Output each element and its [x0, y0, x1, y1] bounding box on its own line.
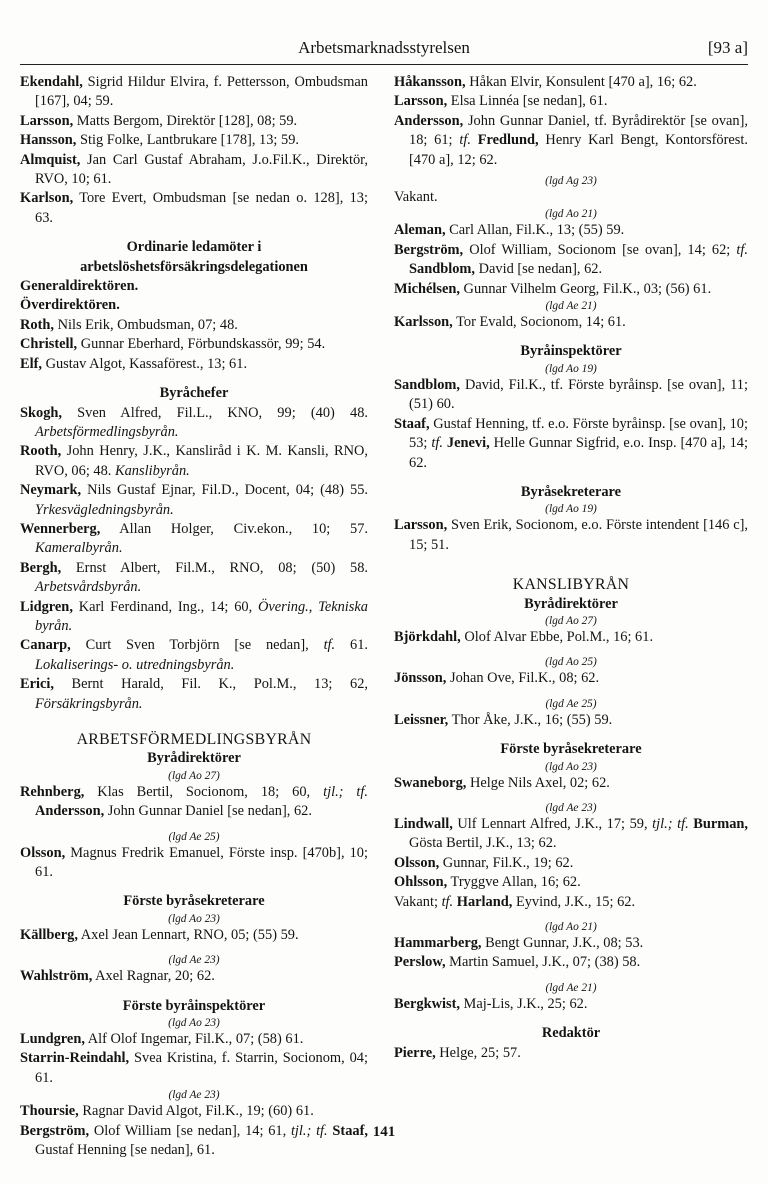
list-item: Thoursie, Ragnar David Algot, Fil.K., 19; (60) 61.: [20, 1103, 314, 1120]
lgd-label: (lgd Ao 19): [545, 362, 597, 375]
list-item: Bergström, Olof William [se nedan], 14; 61, tjl.; tf. Staaf, Gustaf Henning [se nedan], 61.: [20, 1122, 368, 1159]
page-number: 141: [372, 1124, 396, 1140]
header-title: Arbetsmarknadsstyrelsen: [298, 38, 470, 57]
afb-fbs: Förste byråsekreterare: [123, 893, 265, 910]
list-item: Skogh, Sven Alfred, Fil.L., KNO, 99; (40) 48. Arbetsförmedlingsbyrån.: [20, 404, 368, 440]
list-item: Karlsson, Tor Evald, Socionom, 14; 61.: [394, 314, 626, 331]
lgd-label: (lgd Ao 23): [168, 1017, 220, 1030]
list-item: Källberg, Axel Jean Lennart, RNO, 05; (55) 59.: [20, 926, 299, 943]
list-item: Bergh, Ernst Albert, Fil.M., RNO, 08; (50) 58. Arbetsvårdsbyrån.: [20, 559, 368, 596]
list-item: Rooth, John Henry, J.K., Kansliråd i K. M. Kansli, RNO, RVO, 06; 48. Kanslibyrån.: [20, 443, 368, 479]
list-item: Michélsen, Gunnar Vilhelm Georg, Fil.K., 03; (56) 61.: [394, 280, 712, 297]
list-item: Bergkwist, Maj-Lis, J.K., 25; 62.: [394, 995, 588, 1012]
byrasekr-heading: Byråsekreterare: [520, 483, 622, 500]
redaktor-heading: Redaktör: [541, 1025, 601, 1042]
od-heading: Överdirektören.: [20, 297, 120, 314]
afb-heading: ARBETSFÖRMEDLINGSBYRÅN: [76, 731, 312, 748]
lgd-label: (lgd Ae 23): [545, 801, 597, 814]
lgd-label: (lgd Ao 19): [545, 503, 597, 516]
list-item: Håkansson, Håkan Elvir, Konsulent [470 a], 16; 62.: [394, 74, 697, 90]
byrainsp-heading: Byråinspektörer: [520, 343, 622, 360]
lgd-label: (lgd Ae 23): [168, 954, 220, 967]
list-item: Hansson, Stig Folke, Lantbrukare [178], 13; 59.: [20, 132, 300, 149]
right-column: [394, 73, 748, 1063]
section-number: [93 a]: [707, 38, 748, 57]
list-item: Lundgren, Alf Olof Ingemar, Fil.K., 07; (58) 61.: [20, 1031, 304, 1048]
lgd-label: (lgd Ae 21): [545, 300, 597, 313]
lgd-label: (lgd Ao 23): [545, 760, 597, 773]
list-item: Canarp, Curt Sven Torbjörn [se nedan], tf. 61. Lokaliserings- o. utredningsbyrån.: [20, 637, 368, 673]
lgd-label: (lgd Ae 21): [545, 981, 597, 994]
list-item: Almquist, Jan Carl Gustaf Abraham, J.o.Fil.K., Direktör, RVO, 10; 61.: [20, 151, 368, 188]
lgd-label: (lgd Ao 21): [545, 921, 597, 933]
kanslibyran-heading: KANSLIBYRÅN: [512, 576, 630, 594]
lgd-label: (lgd Ae 25): [168, 830, 220, 843]
kb-fbs: Förste byråsekreterare: [500, 741, 642, 758]
list-item: Andersson, John Gunnar Daniel, tf. Byrådirektör [se ovan], 18; 61; tf. Fredlund, Henry Karl Bengt, Kontorsförest. [470 a], 12; 62.: [394, 112, 748, 168]
lgd-label: (lgd Ae 23): [168, 1089, 220, 1102]
list-item: Elf, Gustav Algot, Kassaförest., 13; 61.: [20, 355, 248, 372]
list-item: Leissner, Thor Åke, J.K., 16; (55) 59.: [394, 711, 613, 728]
list-item: Bergström, Olof William, Socionom [se ovan], 14; 62; tf. Sandblom, David [se nedan], 62.: [394, 241, 748, 278]
lgd-label: (lgd Ao 27): [168, 769, 220, 782]
list-item: Larsson, Sven Erik, Socionom, e.o. Förste intendent [146 c], 15; 51.: [394, 517, 748, 553]
list-item: Larsson, Matts Bergom, Direktör [128], 08; 59.: [20, 112, 298, 129]
list-item: Roth, Nils Erik, Ombudsman, 07; 48.: [20, 316, 238, 333]
lgd-label: (lgd Ao 21): [545, 208, 597, 221]
list-item: Swaneborg, Helge Nils Axel, 02; 62.: [394, 774, 610, 791]
list-item: Aleman, Carl Allan, Fil.K., 13; (55) 59.: [394, 222, 625, 239]
left-column: [20, 73, 368, 1161]
list-item: Björkdahl, Olof Alvar Ebbe, Pol.M., 16; 61.: [394, 628, 654, 645]
list-item: Neymark, Nils Gustaf Ejnar, Fil.D., Docent, 04; (48) 55. Yrkesvägledningsbyrån.: [20, 482, 368, 518]
lgd-label: (lgd Ao 23): [168, 912, 220, 925]
kb-byradir: Byrådirektörer: [524, 595, 618, 612]
afb-byradir: Byrådirektörer: [147, 750, 241, 767]
gd-heading: Generaldirektören.: [20, 278, 139, 295]
list-item: Ekendahl, Sigrid Hildur Elvira, f. Pettersson, Ombudsman [167], 04; 59.: [20, 74, 368, 110]
lgd-label: (lgd Ag 23): [545, 175, 597, 188]
list-item: Erici, Bernt Harald, Fil. K., Pol.M., 13; 62, Försäkringsbyrån.: [20, 676, 368, 712]
list-item: Wennerberg, Allan Holger, Civ.ekon., 10; 57. Kameralbyrån.: [20, 520, 368, 557]
list-item: Lidgren, Karl Ferdinand, Ing., 14; 60, Övering., Tekniska byrån.: [20, 598, 368, 634]
list-item: Larsson, Elsa Linnéa [se nedan], 61.: [394, 93, 608, 110]
list-item: Christell, Gunnar Eberhard, Förbundskassör, 99; 54.: [20, 336, 326, 353]
list-item: Pierre, Helge, 25; 57.: [394, 1044, 521, 1061]
list-item: Ohlsson, Tryggve Allan, 16; 62.: [394, 874, 581, 891]
lgd-label: (lgd Ao 27): [545, 614, 597, 627]
vacancy: Vakant.: [394, 189, 438, 206]
list-item: Staaf, Gustaf Henning, tf. e.o. Förste byråinsp. [se ovan], 10; 53; tf. Jenevi, Helle Gunnar Sigfrid, e.o. Insp. [470 a], 14; 62.: [394, 415, 748, 471]
list-item: Rehnberg, Klas Bertil, Socionom, 18; 60, tjl.; tf. Andersson, John Gunnar Daniel [se nedan], 62.: [20, 783, 368, 820]
list-item: Perslow, Martin Samuel, J.K., 07; (38) 58.: [394, 954, 641, 971]
list-item: Sandblom, David, Fil.K., tf. Förste byråinsp. [se ovan], 11; (51) 60.: [394, 376, 748, 413]
list-item: Lindwall, Ulf Lennart Alfred, J.K., 17; 59, tjl.; tf. Burman, Gösta Bertil, J.K., 13; 62.: [394, 815, 749, 852]
list-item: Wahlström, Axel Ragnar, 20; 62.: [20, 968, 215, 985]
list-item: Olsson, Gunnar, Fil.K., 19; 62.: [394, 854, 574, 871]
list-item: Karlson, Tore Evert, Ombudsman [se nedan o. 128], 13; 63.: [20, 190, 368, 226]
lgd-label: (lgd Ae 25): [545, 697, 597, 710]
list-item: Vakant; tf. Harland, Eyvind, J.K., 15; 62.: [394, 893, 636, 910]
afb-fbi: Förste byråinspektörer: [122, 997, 266, 1014]
list-item: Olsson, Magnus Fredrik Emanuel, Förste insp. [470b], 10; 61.: [20, 844, 368, 881]
list-item: Hammarberg, Bengt Gunnar, J.K., 08; 53.: [394, 935, 644, 951]
lgd-label: (lgd Ao 25): [545, 656, 597, 669]
page-header: [20, 34, 748, 65]
byrachefer-heading: Byråchefer: [159, 385, 229, 402]
delegation-heading: Ordinarie ledamöter i arbetslöshetsförsäkringsdelegationen: [80, 239, 308, 275]
list-item: Starrin-Reindahl, Svea Kristina, f. Starrin, Socionom, 04; 61.: [20, 1050, 368, 1086]
list-item: Jönsson, Johan Ove, Fil.K., 08; 62.: [394, 670, 600, 687]
